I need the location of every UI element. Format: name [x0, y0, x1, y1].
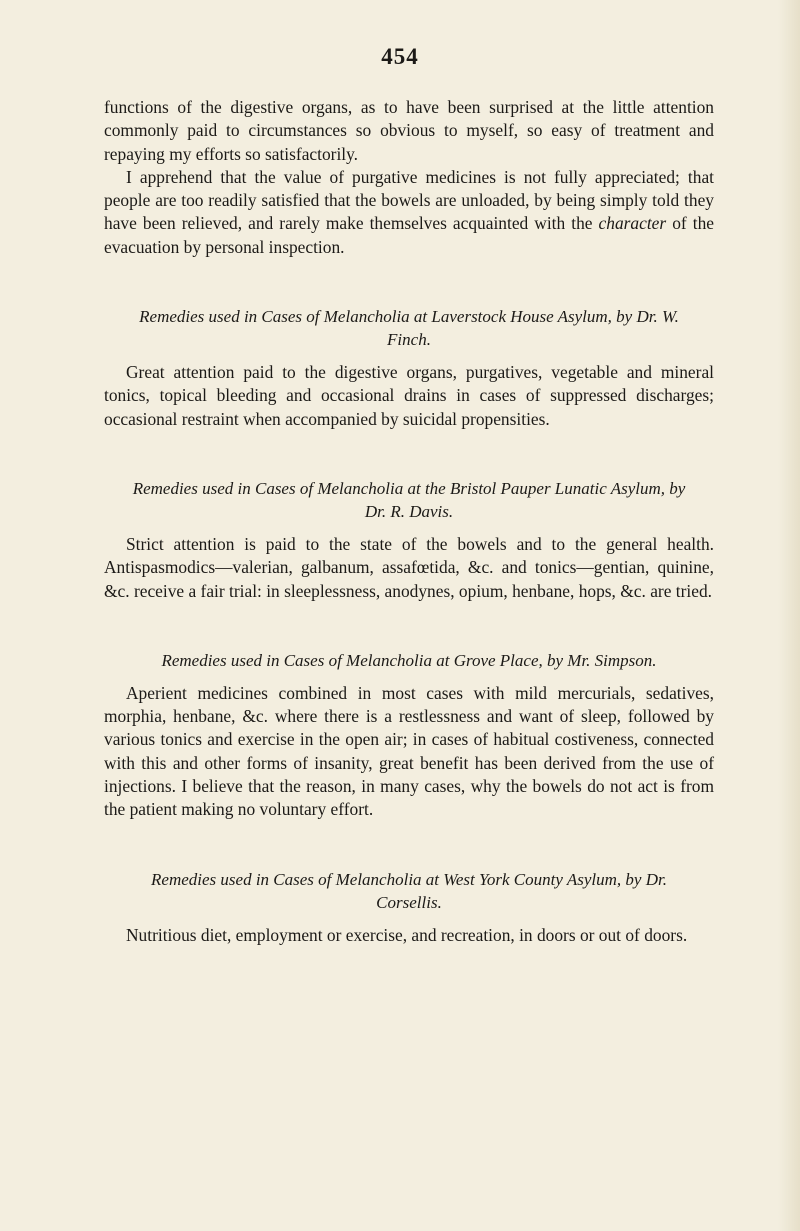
section-body: Strict attention is paid to the state of the bowels and to the general health. Antispasmodics—valerian, galbanum, assafœtida, &c. and tonics—gentian, quinine, &c. receive a fair trial: in sleeplessness, anodynes, opium, henbane, hops, &c. are tried. — [104, 533, 714, 601]
section-heading: Remedies used in Cases of Melancholia at the Bristol Pauper Lunatic Asylum, by Dr. R. Davis. — [132, 478, 686, 521]
section-heading: Remedies used in Cases of Melancholia at West York County Asylum, by Dr. Corsellis. — [151, 869, 667, 912]
intro-paragraph-1: functions of the digestive organs, as to have been surprised at the little attention commonly paid to circumstances so obvious to myself, so easy of treatment and repaying my efforts so satisfactorily. — [104, 97, 714, 164]
page-number: 454 — [381, 44, 419, 69]
section-heading: Remedies used in Cases of Melancholia at Laverstock House Asylum, by Dr. W. Finch. — [139, 307, 679, 350]
section-grove-place — [104, 649, 714, 822]
intro-p2-end: of the evacuation by personal inspection. — [104, 213, 714, 257]
section-body: Aperient medicines combined in most cases with mild mercurials, sedatives, morphia, henbane, &c. where there is a restlessness and want of sleep, followed by various tonics and exercise in the open air; in cases of habitual costiveness, connected with this and other forms of insanity, great benefit has been derived from the use of injections. I believe that the reason, in many cases, why the bowels do not act is from the patient making no voluntary effort. — [104, 682, 714, 820]
page-body — [104, 96, 714, 947]
section-body: Nutritious diet, employment or exercise, and recreation, in doors or out of doors. — [126, 924, 688, 945]
section-body: Great attention paid to the digestive organs, purgatives, vegetable and mineral tonics, topical bleeding and occasional drains in cases of suppressed discharges; occasional restraint when accompanied by suicidal propensities. — [104, 362, 714, 429]
intro-paragraph-2 — [104, 166, 714, 259]
section-bristol — [104, 477, 714, 603]
intro-p2-start: I apprehend that the value of purgative medicines is not fully appreciated; that people are too readily satisfied that the bowels are unloaded, by being simply told they have been relieved, and rarely make themselves acquainted with the — [104, 166, 714, 234]
section-heading: Remedies used in Cases of Melancholia at Grove Place, by Mr. Simpson. — [161, 650, 657, 670]
intro-p2-emphasis: character — [598, 213, 667, 234]
section-laverstock — [104, 305, 714, 431]
page-edge-shadow — [778, 0, 800, 1231]
section-west-york — [104, 868, 714, 947]
